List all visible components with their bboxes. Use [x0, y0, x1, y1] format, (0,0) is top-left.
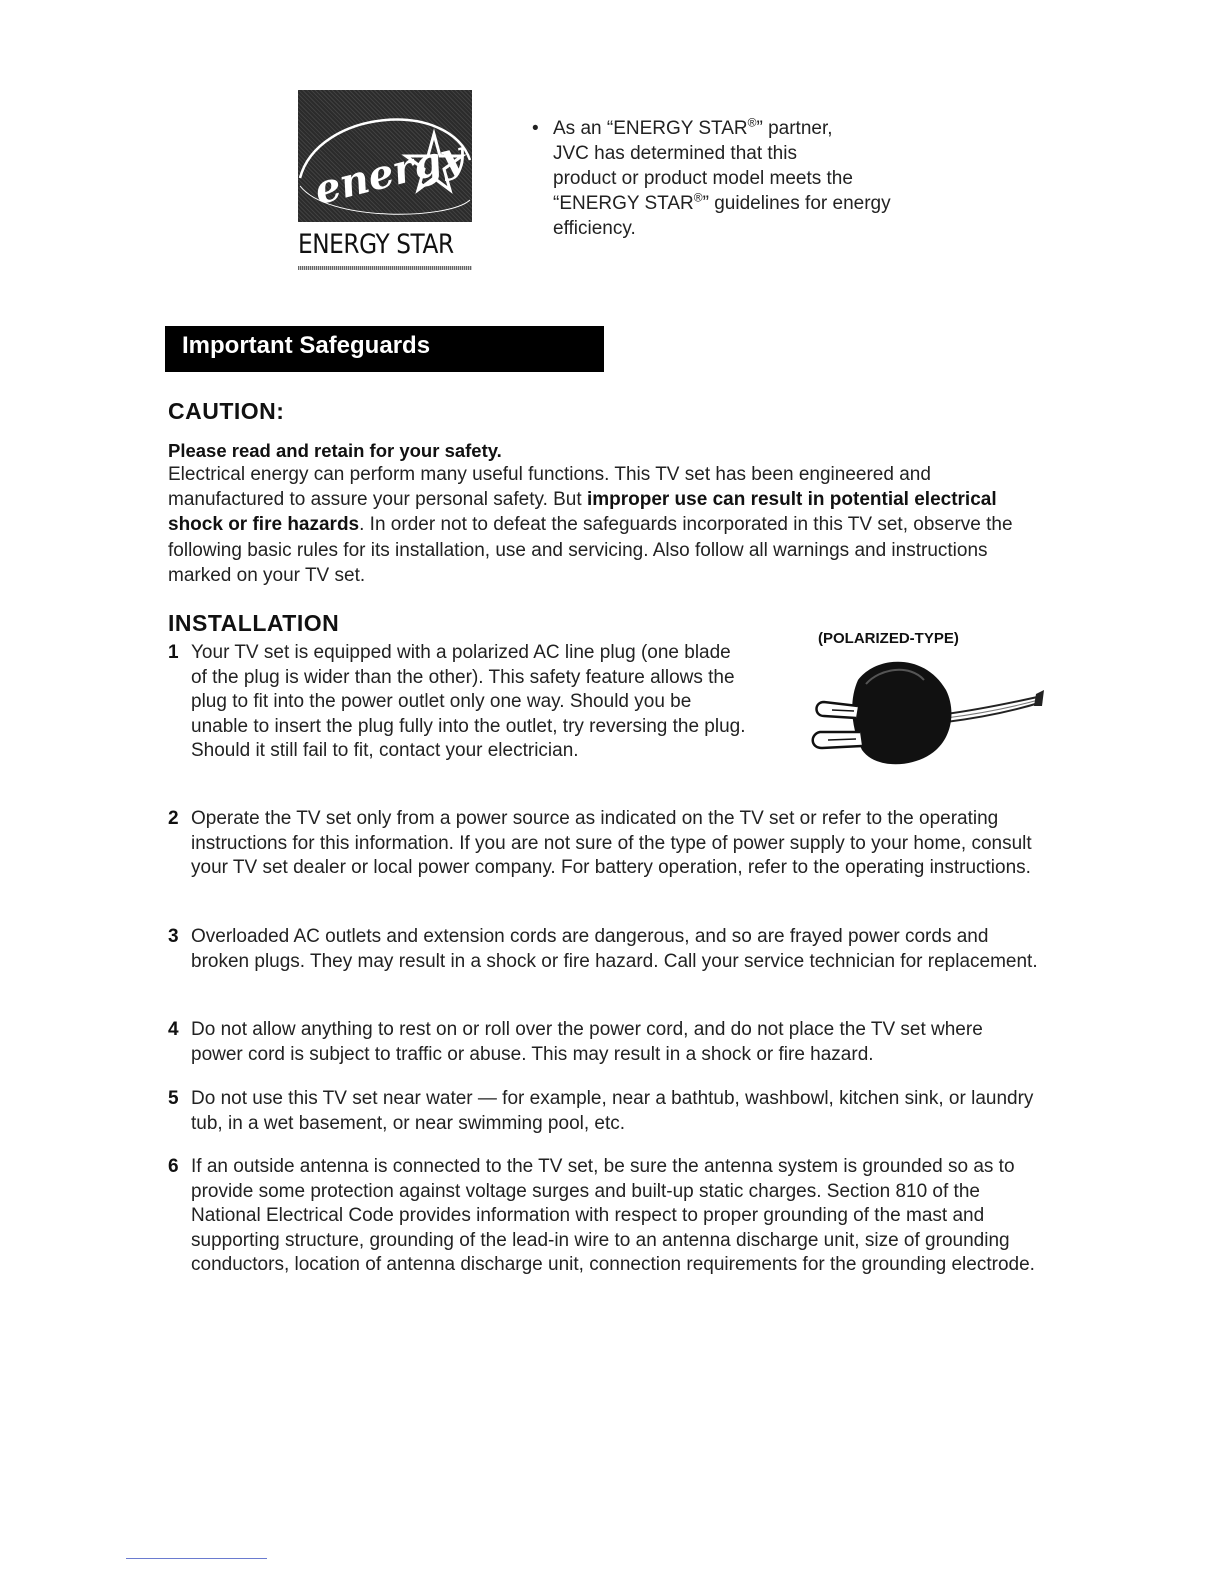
caution-paragraph: [168, 462, 1028, 588]
list-item: [168, 1018, 1038, 1067]
caution-warning-bold: improper use can result in potential electrical shock or fire hazards: [168, 489, 997, 536]
partner-line-1a: As an “ENERGY STAR: [553, 118, 748, 139]
item-number: 1: [168, 642, 179, 663]
item-text: Do not use this TV set near water — for example, near a bathtub, washbowl, kitchen sink, or laundry tub, in a wet basement, or near swimming pool, etc.: [191, 1088, 1034, 1134]
caution-text-2: . In order not to defeat the safeguards incorporated in this TV set, observe the following basic rules for its installation, use and servicing. Also follow all warnings and instructions marked on your TV set.: [168, 514, 1013, 586]
list-item: [168, 641, 748, 764]
partner-line-4a: “ENERGY STAR: [553, 193, 694, 214]
list-item: [168, 1087, 1053, 1136]
partner-line-5: efficiency.: [553, 218, 636, 239]
item-text: Operate the TV set only from a power source as indicated on the TV set or refer to the operating instructions for this information. If you are not sure of the type of power supply to your home, consult your TV set dealer or local power company. For battery operation, refer to the operating instructions.: [191, 808, 1032, 878]
bullet-icon: •: [532, 118, 539, 139]
partner-line-1b: ” partner,: [756, 118, 833, 139]
item-text: Do not allow anything to rest on or roll over the power cord, and do not place the TV set where power cord is subject to traffic or abuse. This may result in a shock or fire hazard.: [191, 1019, 983, 1065]
energy-star-partner-note: [532, 116, 952, 241]
energy-star-icon: [298, 90, 472, 222]
caution-text-1: Electrical energy can perform many useful functions. This TV set has been engineered and manufactured to assure your personal safety. But: [168, 464, 931, 511]
item-number: 2: [168, 808, 179, 829]
logo-underline: [298, 266, 472, 270]
energy-star-logo: [298, 90, 472, 222]
partner-text: [553, 116, 952, 241]
item-text: Your TV set is equipped with a polarized AC line plug (one blade of the plug is wider than the other). This safety feature allows the plug to fit into the power outlet only one way. Should you be unable to insert the plug fully into the outlet, try reversing the plug. Should it still fail to fit, contact your electrician.: [191, 642, 746, 761]
energy-star-wordmark: ENERGY STAR: [298, 229, 454, 260]
item-number: 5: [168, 1088, 179, 1109]
installation-heading: INSTALLATION: [168, 610, 340, 636]
partner-line-2: JVC has determined that this: [553, 143, 797, 164]
svg-text:energy: energy: [309, 131, 469, 214]
partner-line-3: product or product model meets the: [553, 168, 853, 189]
plug-caption: (POLARIZED-TYPE): [818, 630, 959, 647]
caution-subheading: Please read and retain for your safety.: [168, 440, 502, 461]
registered-mark: ®: [693, 190, 703, 205]
item-number: 3: [168, 926, 179, 947]
registered-mark: ®: [747, 115, 757, 130]
item-text: If an outside antenna is connected to the TV set, be sure the antenna system is grounded so as to provide some protection against voltage surges and built-up static charges. Section 810 of the National Electrical Code provides information with respect to proper grounding of the mast and supporting structure, grounding of the lead-in wire to an antenna discharge unit, size of grounding conductors, location of antenna discharge unit, connection requirements for the grounding electrode.: [191, 1156, 1035, 1275]
polarized-plug-icon: [806, 650, 1046, 774]
list-item: [168, 807, 1038, 881]
partner-line-4b: ” guidelines for energy: [702, 193, 891, 214]
item-number: 6: [168, 1156, 179, 1177]
list-item: [168, 1155, 1038, 1278]
section-header: Important Safeguards: [165, 326, 604, 372]
footer-rule: [126, 1558, 267, 1559]
item-number: 4: [168, 1019, 179, 1040]
item-text: Overloaded AC outlets and extension cords are dangerous, and so are frayed power cords and broken plugs. They may result in a shock or fire hazard. Call your service technician for replacement.: [191, 926, 1038, 972]
caution-heading: CAUTION:: [168, 398, 285, 424]
list-item: [168, 925, 1038, 974]
